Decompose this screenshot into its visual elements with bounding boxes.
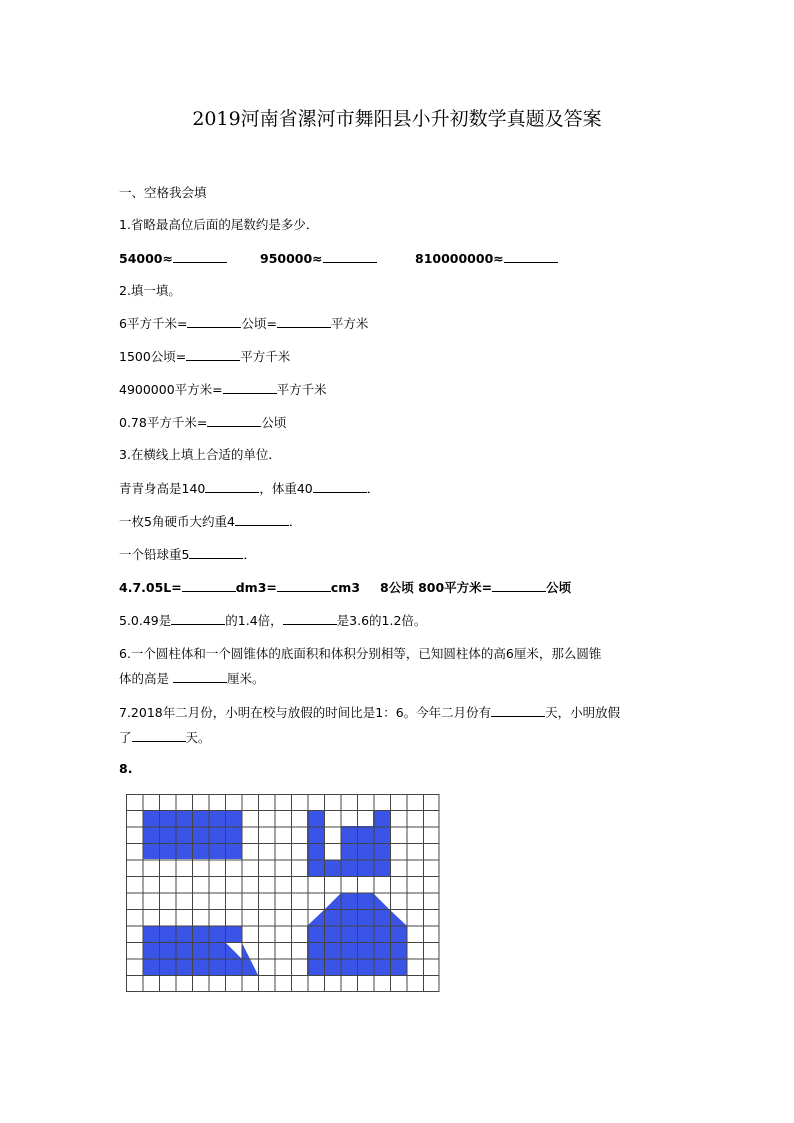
question-7-line-2: 了 天。 [119,730,211,745]
answer-blank[interactable] [313,479,367,493]
answer-blank[interactable] [235,512,289,526]
answer-blank[interactable] [182,578,236,592]
answer-blank[interactable] [283,611,337,625]
question-1-prompt: 1.省略最高位后面的尾数约是多少． [119,217,319,232]
question-5: 5.0.49是 的1.4倍， 是3.6的1.2倍。 [119,613,427,628]
question-6-line-1: 6.一个圆柱体和一个圆锥体的底面积和体积分别相等，已知圆柱体的高6厘米，那么圆锥 [119,646,602,661]
question-7-line-1: 7.2018年二月份，小明在校与放假的时间比是1：6。今年二月份有 天，小明放假 [119,705,621,720]
shape-grid-figure [126,794,442,994]
q2-line-4: 0.78平方千米= 公顷 [119,415,287,430]
q3-line-3: 一个铅球重5 ． [119,547,256,562]
answer-blank[interactable] [186,347,240,361]
question-3-prompt: 3.在横线上填上合适的单位． [119,447,281,462]
answer-blank[interactable] [173,249,227,263]
question-8-label: 8. [119,761,133,776]
answer-blank[interactable] [132,728,186,742]
answer-blank[interactable] [207,413,261,427]
q3-line-2: 一枚5角硬币大约重4 ． [119,514,302,529]
q2-line-2: 1500公顷= 平方千米 [119,349,291,364]
answer-blank[interactable] [187,314,241,328]
q2-line-3: 4900000平方米= 平方千米 [119,382,327,397]
page-title: 2019河南省漯河市舞阳县小升初数学真题及答案 [192,108,602,130]
answer-blank[interactable] [171,611,225,625]
answer-blank[interactable] [492,578,546,592]
q1-item-2: 950000≈ [260,249,377,268]
question-4: 4.7.05L= dm3= cm3 8公顷 800平方米= 公顷 [119,580,572,595]
q1-item-3: 810000000≈ [415,249,558,268]
q3-line-1: 青青身高是140 ，体重40 ． [119,481,380,496]
answer-blank[interactable] [504,249,558,263]
answer-blank[interactable] [277,314,331,328]
q1-item-1: 54000≈ [119,249,227,268]
answer-blank[interactable] [205,479,259,493]
question-6-line-2: 体的高是 厘米。 [119,671,265,686]
question-2-prompt: 2.填一填。 [119,283,181,298]
answer-blank[interactable] [277,578,331,592]
answer-blank[interactable] [323,249,377,263]
q2-line-1: 6平方千米= 公顷= 平方米 [119,316,369,331]
answer-blank[interactable] [189,545,243,559]
answer-blank[interactable] [491,703,545,717]
section-heading: 一、空格我会填 [119,185,207,200]
answer-blank[interactable] [173,669,227,683]
answer-blank[interactable] [223,380,277,394]
